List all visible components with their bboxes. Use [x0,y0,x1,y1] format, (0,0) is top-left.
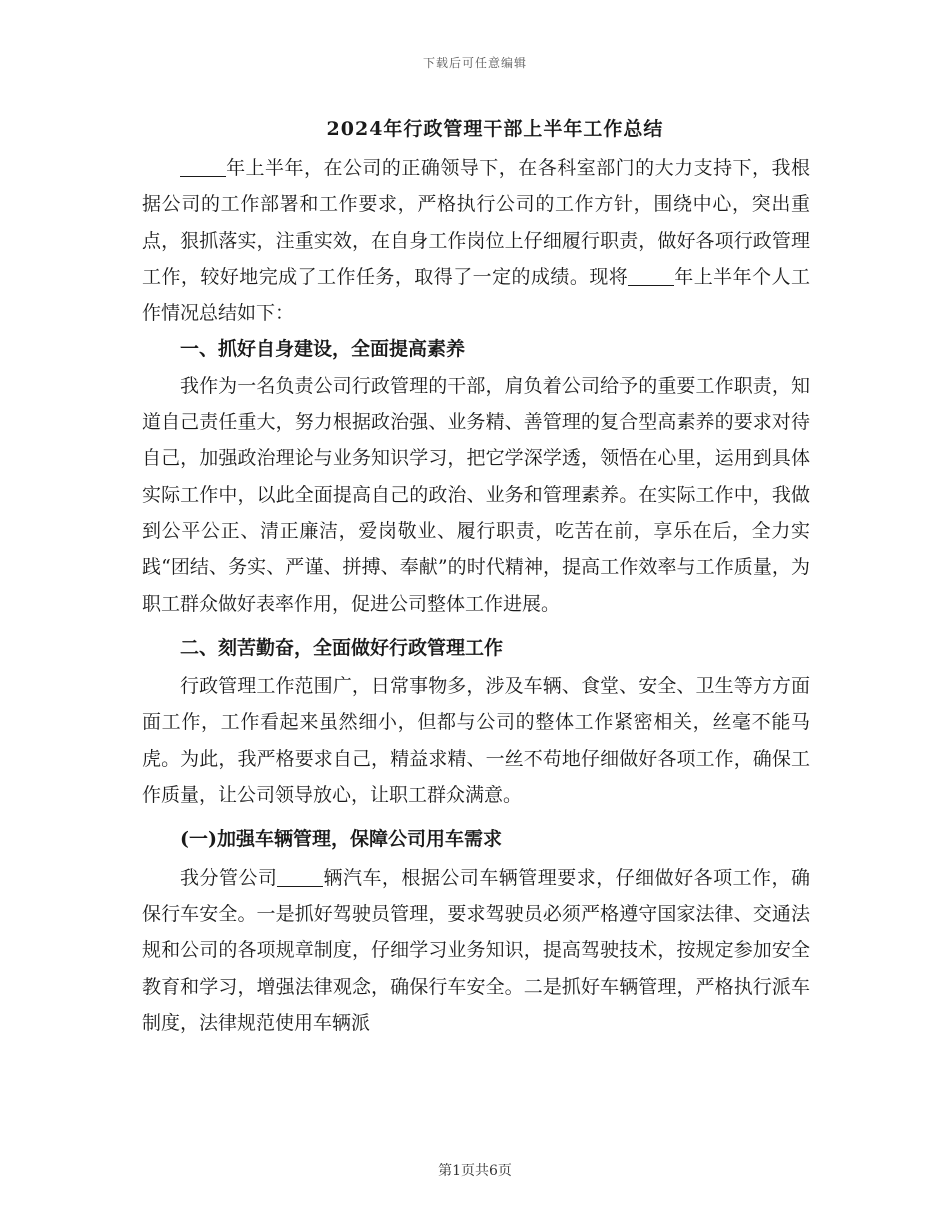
document-body [142,150,810,1041]
page-footer: 第1页共6页 [438,1163,512,1179]
section-heading-1: 一、抓好自身建设，全面提高素养 [180,338,466,361]
document-title: 2024年行政管理干部上半年工作总结 [326,118,664,140]
fill-blank [180,157,226,177]
subsection-heading-1: (一)加强车辆管理，保障公司用车需求 [180,828,502,851]
header-note: 下载后可任意编辑 [422,56,527,70]
fill-blank [277,867,323,887]
subsection-1-paragraph: 我分管公司 辆汽车，根据公司车辆管理要求，仔细做好各项工作，确保行车安全。一是抓好驾驶员管理，要求驾驶员必须严格遵守国家法律、交通法规和公司的各项规章制度，仔细学习业务知识，提高驾驶技术，按规定参加安全教育和学习，增强法律观念，确保行车安全。二是抓好车辆管理，严格执行派车制度，法律规范使用车辆派 [142,866,810,1034]
fill-blank [628,266,674,286]
section-heading-2: 二、刻苦勤奋，全面做好行政管理工作 [180,636,504,659]
section-2-paragraph: 行政管理工作范围广，日常事物多，涉及车辆、食堂、安全、卫生等方方面面工作，工作看起来虽然细小，但都与公司的整体工作紧密相关，丝毫不能马虎。为此，我严格要求自己，精益求精、一丝不苟地仔细做好各项工作，确保工作质量，让公司领导放心，让职工群众满意。 [142,675,810,807]
section-1-paragraph: 我作为一名负责公司行政管理的干部，肩负着公司给予的重要工作职责，知道自己责任重大，努力根据政治强、业务精、善管理的复合型高素养的要求对待自己，加强政治理论与业务知识学习，把它学深学透，领悟在心里，运用到具体实际工作中，以此全面提高自己的政治、业务和管理素养。在实际工作中，我做到公平公正、清正廉洁，爱岗敬业、履行职责，吃苦在前，享乐在后，全力实践“团结、务实、严谨、拼搏、奉献”的时代精神，提高工作效率与工作质量，为职工群众做好表率作用，促进公司整体工作进展。 [142,374,810,615]
intro-paragraph: 年上半年，在公司的正确领导下，在各科室部门的大力支持下，我根据公司的工作部署和工作要求，严格执行公司的工作方针，围绕中心，突出重点，狠抓落实，注重实效，在自身工作岗位上仔细履行职责，做好各项行政管理工作，较好地完成了工作任务，取得了一定的成绩。现将 年上半年个人工作情况总结如下： [142,157,810,325]
